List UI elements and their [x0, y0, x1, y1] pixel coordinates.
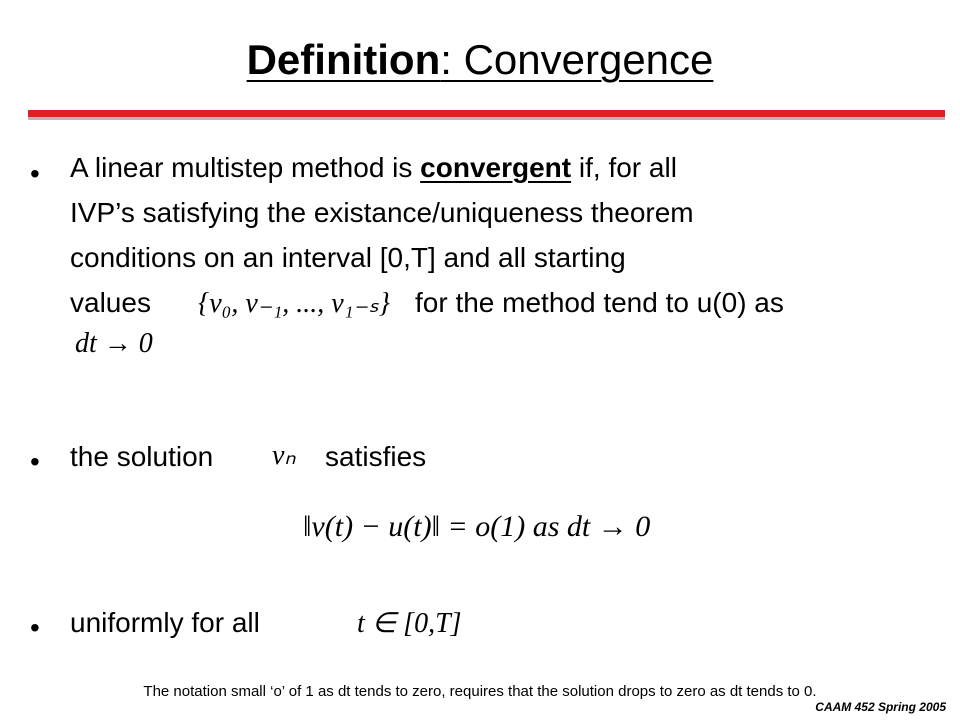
bullet-1-line-2: IVP’s satisfying the existance/uniqueness theorem	[70, 197, 694, 228]
bullet-1-line-3: conditions on an interval [0,T] and all starting	[70, 242, 626, 273]
convergence-condition-formula: ‖v(t) − u(t)‖ = o(1) as dt → 0	[303, 510, 651, 543]
title-rule-red	[28, 110, 945, 117]
bullet-dot-3: •	[30, 612, 40, 643]
bullet-dot-1: •	[30, 158, 40, 189]
title-rest: : Convergence	[440, 36, 714, 83]
bullet-2-post: satisfies	[325, 441, 427, 472]
title-keyword: Definition	[246, 36, 441, 83]
bullet-1-line-4-post: for the method tend to u(0) as	[415, 287, 784, 318]
bullet-1-text-b: if, for all	[571, 152, 677, 183]
footnote: The notation small ‘o’ of 1 as dt tends to zero, requires that the solution drops to zero as dt tends to 0.	[143, 683, 817, 700]
bullet-3-text: uniformly for all	[70, 607, 260, 638]
bullet-2-pre: the solution	[70, 441, 214, 472]
term-convergent: convergent	[420, 152, 572, 183]
starting-values-formula: {v₀, v₋₁, ..., v₁₋ₛ}	[198, 288, 390, 319]
bullet-1-line-1	[70, 145, 677, 190]
bullet-dot-2: •	[30, 446, 40, 477]
course-footer: CAAM 452 Spring 2005	[815, 700, 946, 714]
t-interval-formula: t ∈ [0,T]	[357, 608, 462, 639]
slide-title	[0, 34, 960, 86]
bullet-1-text-a: A linear multistep method is	[70, 152, 421, 183]
title-rule-shadow	[28, 117, 945, 120]
vn-symbol: vₙ	[272, 440, 296, 471]
dt-limit-formula: dt → 0	[75, 328, 153, 359]
bullet-1-line-4-pre: values	[70, 287, 151, 318]
